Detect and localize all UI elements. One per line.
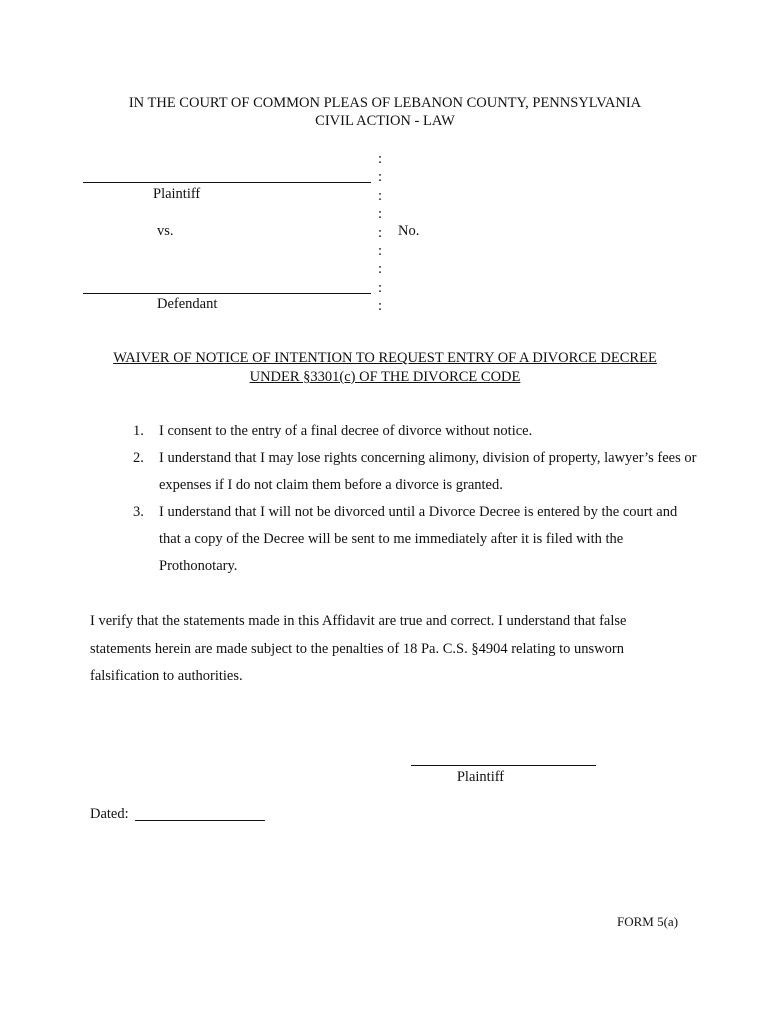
signature-plaintiff-label: Plaintiff bbox=[456, 769, 505, 785]
action-type: CIVIL ACTION - LAW bbox=[315, 113, 455, 129]
defendant-label: Defendant bbox=[157, 296, 218, 312]
plaintiff-label: Plaintiff bbox=[153, 186, 201, 202]
list-item-number: 2. bbox=[133, 450, 144, 466]
document-title-line1: WAIVER OF NOTICE OF INTENTION TO REQUEST ENTRY OF A DIVORCE DECREE bbox=[113, 350, 657, 366]
caption-colon: : bbox=[377, 206, 383, 222]
dated-label: Dated: bbox=[90, 806, 129, 822]
plaintiff-name-line[interactable] bbox=[83, 182, 371, 183]
caption-colon: : bbox=[377, 298, 383, 314]
caption-colon: : bbox=[377, 280, 383, 296]
list-item-text: I understand that I may lose rights concerning alimony, division of property, lawyer’s fees or expenses if I do not claim them before a divorce is granted. bbox=[159, 450, 697, 493]
list-item-number: 3. bbox=[133, 504, 144, 520]
caption-colon: : bbox=[377, 169, 383, 185]
verification-paragraph: I verify that the statements made in this Affidavit are true and correct. I understand that false statements herein are made subject to the penalties of 18 Pa. C.S. §4904 relating to unsworn falsification to authorities. bbox=[90, 613, 627, 684]
defendant-name-line[interactable] bbox=[83, 293, 371, 294]
caption-colon: : bbox=[377, 188, 383, 204]
caption-colon: : bbox=[377, 151, 383, 167]
caption-colon: : bbox=[377, 261, 383, 277]
date-field-line[interactable] bbox=[135, 820, 265, 821]
form-number: FORM 5(a) bbox=[617, 914, 679, 929]
list-item-text: I consent to the entry of a final decree of divorce without notice. bbox=[159, 423, 533, 439]
court-name: IN THE COURT OF COMMON PLEAS OF LEBANON COUNTY, PENNSYLVANIA bbox=[128, 95, 642, 111]
document-title-line2: UNDER §3301(c) OF THE DIVORCE CODE bbox=[249, 369, 521, 385]
versus-label: vs. bbox=[157, 223, 174, 239]
list-item-text: I understand that I will not be divorced until a Divorce Decree is entered by the court and that a copy of the Decree will be sent to me immediately after it is filed with the Prothonotary. bbox=[159, 504, 678, 574]
list-item-number: 1. bbox=[133, 423, 144, 439]
caption-colon: : bbox=[377, 225, 383, 241]
caption-colon: : bbox=[377, 243, 383, 259]
plaintiff-signature-line[interactable] bbox=[411, 765, 596, 766]
case-number-label: No. bbox=[398, 223, 420, 239]
